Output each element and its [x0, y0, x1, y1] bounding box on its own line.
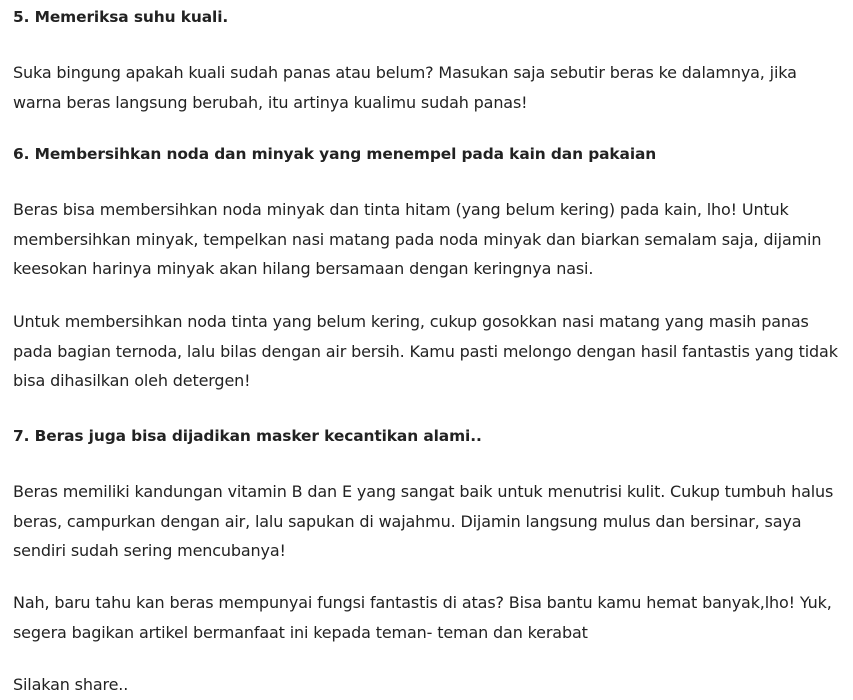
paragraph-line: beras, campurkan dengan air, lalu sapukan di wajahmu. Dijamin langsung mulus dan bersinar, saya	[13, 511, 802, 531]
paragraph-line: sendiri sudah sering mencubanya!	[13, 541, 286, 560]
paragraph-line: Suka bingung apakah kuali sudah panas atau belum? Masukan saja sebutir beras ke dalamnya, jika	[13, 63, 797, 82]
paragraph-line: warna beras langsung berubah, itu artinya kualimu sudah panas!	[13, 92, 528, 112]
paragraph-tip-7	[13, 477, 833, 566]
heading-tip-5: 5. Memeriksa suhu kuali.	[13, 8, 229, 26]
paragraph-line: bisa dihasilkan oleh detergen!	[13, 371, 251, 390]
heading-tip-6: 6. Membersihkan noda dan minyak yang menempel pada kain dan pakaian	[13, 145, 657, 163]
paragraph-line: Untuk membersihkan noda tinta yang belum kering, cukup gosokkan nasi matang yang masih panas	[13, 312, 809, 331]
paragraph-tip-6-ink	[13, 307, 838, 396]
paragraph-tip-6-oil	[13, 195, 821, 284]
paragraph-line: Beras bisa membersihkan noda minyak dan tinta hitam (yang belum kering) pada kain, lho! Untuk	[13, 200, 789, 219]
paragraph-line: pada bagian ternoda, lalu bilas dengan air bersih. Kamu pasti melongo dengan hasil fantastis yang tidak	[13, 341, 838, 361]
paragraph-line: Beras memiliki kandungan vitamin B dan E yang sangat baik untuk menutrisi kulit. Cukup tumbuh halus	[13, 482, 834, 501]
paragraph-tip-5	[13, 58, 797, 117]
paragraph-line: segera bagikan artikel bermanfaat ini kepada teman- teman dan kerabat	[13, 622, 588, 642]
paragraph-line: keesokan harinya minyak akan hilang bersamaan dengan keringnya nasi.	[13, 259, 594, 278]
paragraph-line: membersihkan minyak, tempelkan nasi matang pada noda minyak dan biarkan semalam saja, dijamin	[13, 229, 822, 249]
closing-text: Silakan share..	[13, 675, 129, 694]
heading-tip-7: 7. Beras juga bisa dijadikan masker kecantikan alami..	[13, 427, 482, 445]
paragraph-line: Nah, baru tahu kan beras mempunyai fungsi fantastis di atas? Bisa bantu kamu hemat banyak,lho! Yuk,	[13, 593, 832, 612]
paragraph-conclusion	[13, 588, 832, 647]
